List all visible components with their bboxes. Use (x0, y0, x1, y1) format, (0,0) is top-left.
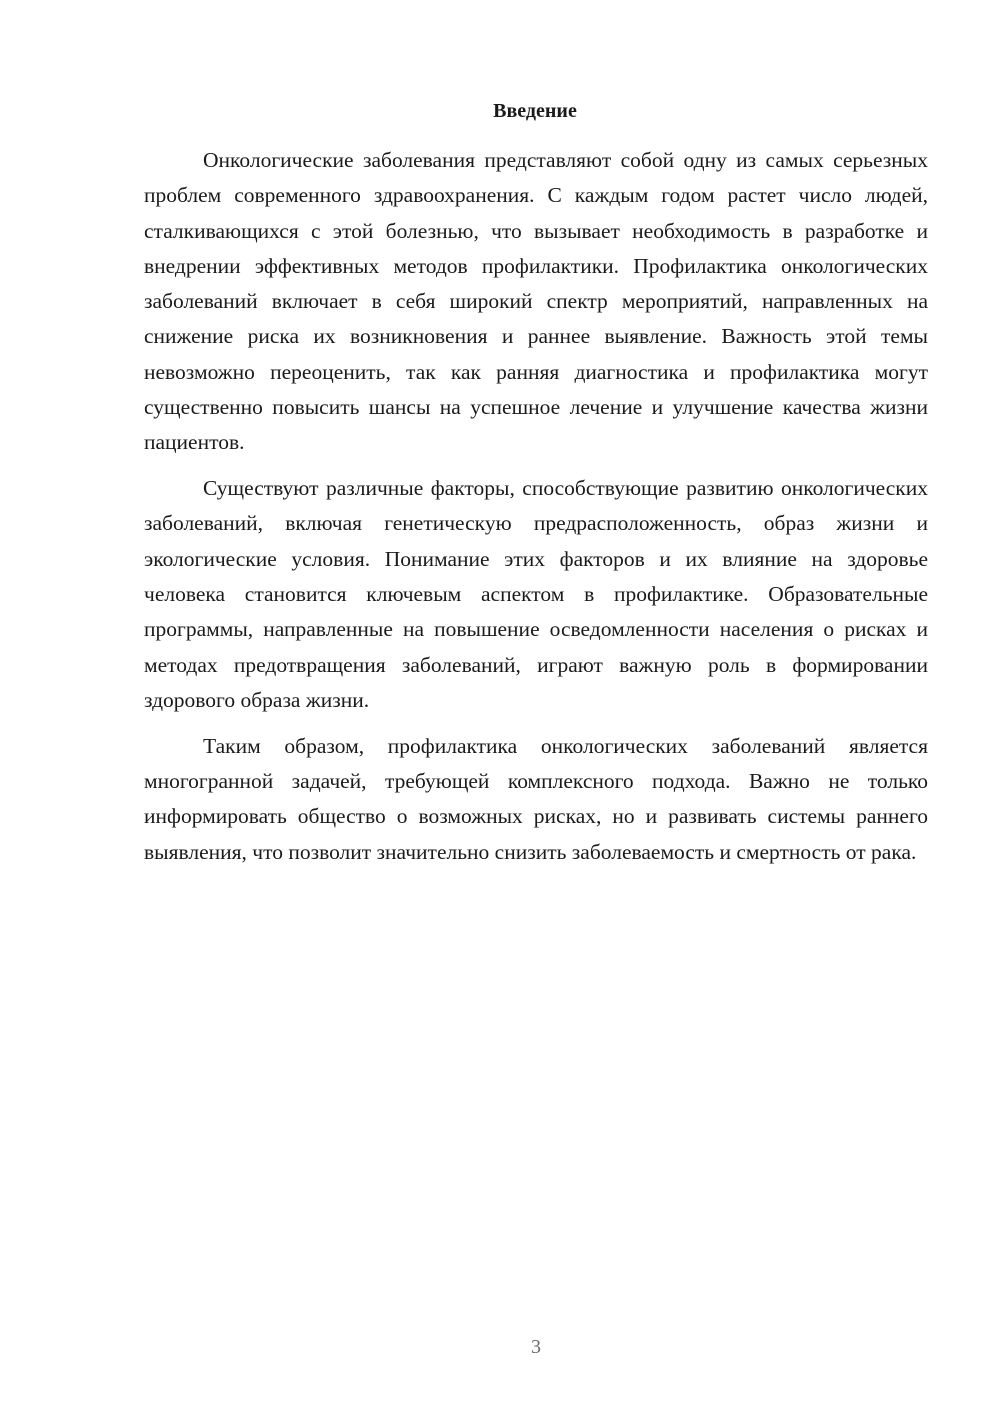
document-body (144, 143, 928, 870)
page-title: Введение (493, 100, 577, 122)
paragraph-3: Таким образом, профилактика онкологических заболеваний является многогранной задачей, требующей комплексного подхода. Важно не только информировать общество о возможных рисках, но и развивать системы раннего выявления, что позволит значительно снизить заболеваемость и смертность от рака. (144, 733, 928, 864)
paragraph-2: Существуют различные факторы, способствующие развитию онкологических заболеваний, включая генетическую предрасположенность, образ жизни и экологические условия. Понимание этих факторов и их влияние на здоровье человека становится ключевым аспектом в профилактике. Образовательные программы, направленные на повышение осведомленности населения о рисках и методах предотвращения заболеваний, играют важную роль в формировании здорового образа жизни. (144, 476, 928, 712)
paragraph-1: Онкологические заболевания представляют собой одну из самых серьезных проблем современного здравоохранения. С каждым годом растет число людей, сталкивающихся с этой болезнью, что вызывает необходимость в разработке и внедрении эффективных методов профилактики. Профилактика онкологических заболеваний включает в себя широкий спектр мероприятий, направленных на снижение риска их возникновения и раннее выявление. Важность этой темы невозможно переоценить, так как ранняя диагностика и профилактика могут существенно повысить шансы на успешное лечение и улучшение качества жизни пациентов. (144, 148, 928, 455)
page-number: 3 (531, 1336, 541, 1358)
